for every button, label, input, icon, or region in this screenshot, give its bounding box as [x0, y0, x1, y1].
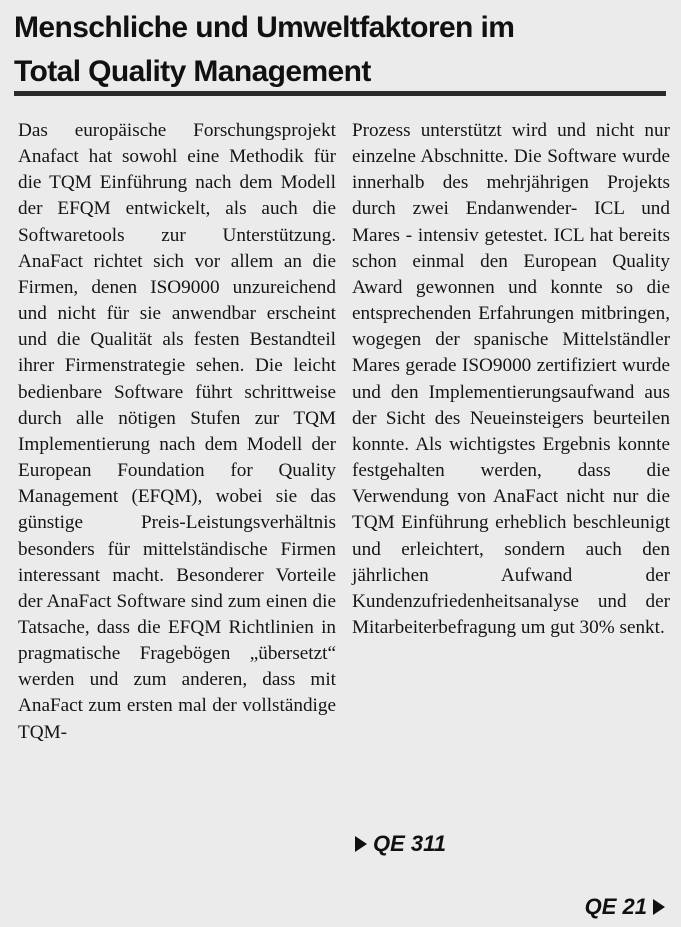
article-title-line-1: Menschliche und Umweltfaktoren im: [14, 11, 515, 44]
article-title: [14, 6, 669, 94]
page-label: QE 21: [584, 894, 647, 919]
next-page-arrow-icon: [653, 899, 665, 915]
text-column-left: [18, 118, 336, 746]
page-number: [585, 893, 665, 921]
article-title-line-2: Total Quality Management: [14, 55, 371, 88]
reference-marker: [355, 830, 446, 858]
reference-code: QE 311: [373, 831, 446, 856]
title-underline: [14, 91, 666, 96]
text-column-right: [352, 118, 670, 641]
triangle-right-icon: [355, 836, 367, 852]
body-paragraph-right: Prozess unterstützt wird und nicht nur einzelne Abschnitte. Die Software wurde innerhalb des mehrjährigen Projekts durch zwei Endanwender- ICL und Mares - intensiv getestet. ICL hat bereits schon einmal den European Quality Award gewonnen und konnte so die entsprechenden Erfahrungen mitbringen, wogegen der spanische Mittelständler Mares gerade ISO9000 zertifiziert wurde und den Implementierungsaufwand aus der Sicht des Neueinsteigers beurteilen konnte. Als wichtigstes Ergebnis konnte festgehalten werden, dass die Verwendung von AnaFact nicht nur die TQM Einführung erheblich beschleunigt und erleichtert, sondern auch den jährlichen Aufwand der Kundenzufriedenheitsanalyse und der Mitarbeiterbefragung um gut 30% senkt.: [352, 120, 670, 638]
body-paragraph-left: Das europäische Forschungsprojekt Anafact hat sowohl eine Methodik für die TQM Einführung nach dem Modell der EFQM entwickelt, als auch die Softwaretools zur Unterstützung. AnaFact richtet sich vor allem an die Firmen, denen ISO9000 unzureichend und nicht für sie anwendbar erscheint und die Qualität als festen Bestandteil ihrer Firmenstrategie sehen. Die leicht bedienbare Software führt schrittweise durch alle nötigen Stufen zur TQM Implementierung nach dem Modell der European Foundation for Quality Management (EFQM), wobei sie das günstige Preis-Leistungsverhältnis besonders für mittelständische Firmen interessant macht. Besonderer Vorteile der AnaFact Software sind zum einen die Tatsache, dass die EFQM Richtlinien in pragmatische Fragebögen „übersetzt“ werden und zum anderen, dass mit AnaFact zum ersten mal der vollständige TQM-: [18, 120, 336, 743]
